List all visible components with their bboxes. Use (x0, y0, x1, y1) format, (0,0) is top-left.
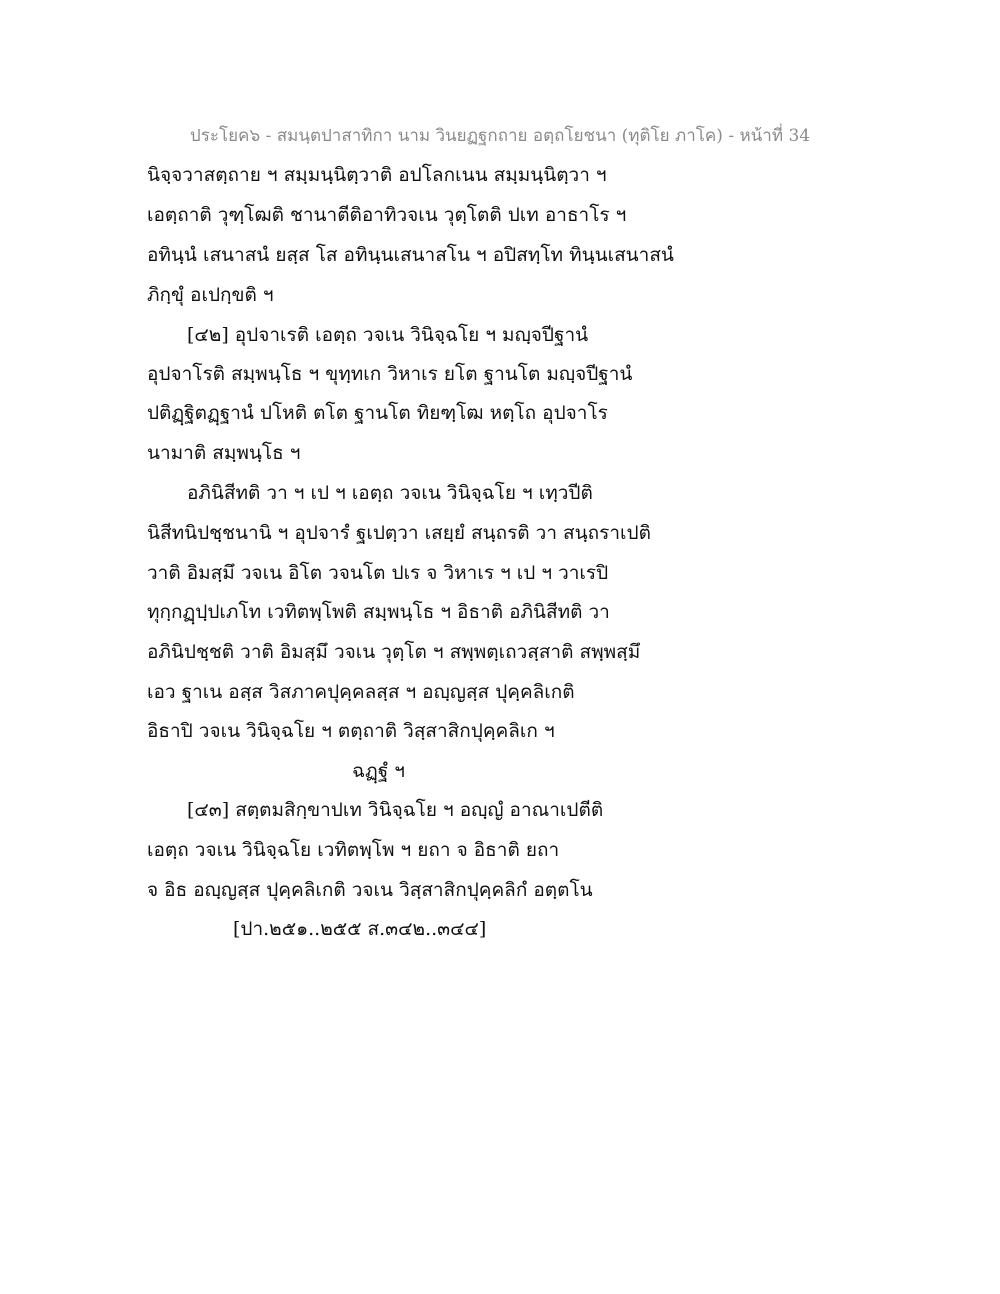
text-line: เอว ฐาเน อสฺส วิสภาคปุคฺคลสฺส ฯ อญฺญสฺส ปุคฺคลิเกติ (147, 681, 575, 703)
text-line: ภิกฺขุํ อเปกฺขติ ฯ (147, 284, 274, 306)
text-line: วาติ อิมสฺมึ วจเน อิโต วจนโต ปเร จ วิหาเร ฯ เป ฯ วาเรปิ (147, 562, 609, 584)
text-line: นิสีทนิปชฺชนานิ ฯ อุปจารํ ฐเปตฺวา เสยฺยํ สนฺถรติ วา สนฺถราเปติ (147, 522, 651, 544)
page-header: ประโยค๖ - สมนฺตปาสาทิกา นาม วินยฏฐกถาย อตฺถโยชนา (ทุติโย ภาโค) - หน้าที่ 34 (189, 126, 811, 146)
text-line: ปติฏฺฐิตฏฺฐานํ ปโหติ ตโต ฐานโต ทิยฑฺโฒ หตฺโถ อุปจาโร (147, 402, 608, 424)
text-line: เอตฺถ วจเน วินิจฺฉโย เวทิตพฺโพ ฯ ยถา จ อิธาติ ยถา (147, 839, 560, 861)
text-line: ทุกฺกฏฺปฺปเภโท เวทิตพฺโพติ สมฺพนฺโธ ฯ อิธาติ อภินิสีทติ วา (147, 601, 610, 623)
text-line: อภินิปชฺชติ วาติ อิมสฺมึ วจเน วุตฺโต ฯ สพฺพตฺเถวสฺสาติ สพฺพสฺมึ (147, 641, 641, 663)
paragraph-start-43: [๔๓] สตฺตมสิกฺขาปเท วินิจฺฉโย ฯ อญฺญํ อาณาเปตีติ (187, 799, 604, 821)
text-line: อุปจาโรติ สมฺพนฺโธ ฯ ขุทฺทเก วิหาเร ยโต ฐานโต มญฺจปีฐานํ (147, 363, 633, 385)
paragraph-start-42: [๔๒] อุปจาเรติ เอตฺถ วจเน วินิจฺฉโย ฯ มญฺจปีฐานํ (187, 324, 589, 346)
text-line: อทินฺนํ เสนาสนํ ยสฺส โส อทินฺนเสนาสโน ฯ อปิสทฺโท ทินฺนเสนาสนํ (147, 244, 674, 266)
text-line: จ อิธ อญฺญสฺส ปุคฺคลิเกติ วจเน วิสฺสาสิกปุคฺคลิกํ อตฺตโน (147, 879, 593, 901)
paragraph-start: อภินิสีทติ วา ฯ เป ฯ เอตฺถ วจเน วินิจฺฉโย ฯ เทฺวปีติ (187, 482, 593, 504)
text-line: นิจฺจวาสตฺถาย ฯ สมฺมนฺนิตฺวาติ อปโลกเนน สมฺมนฺนิตฺวา ฯ (147, 164, 607, 186)
text-line: นามาติ สมฺพนฺโธ ฯ (147, 442, 301, 464)
text-line: อิธาปิ วจเน วินิจฺฉโย ฯ ตตฺถาติ วิสฺสาสิกปุคฺคลิเก ฯ (147, 720, 555, 742)
section-heading: ฉฏฺฐํ ฯ (352, 760, 405, 782)
text-line: เอตฺถาติ วุฑฺโฒติ ชานาตีติอาทิวจเน วุตฺโตติ ปเท อาธาโร ฯ (147, 204, 627, 226)
page-reference: [ปา.๒๕๑..๒๕๕ ส.๓๔๒..๓๔๔] (233, 918, 487, 940)
